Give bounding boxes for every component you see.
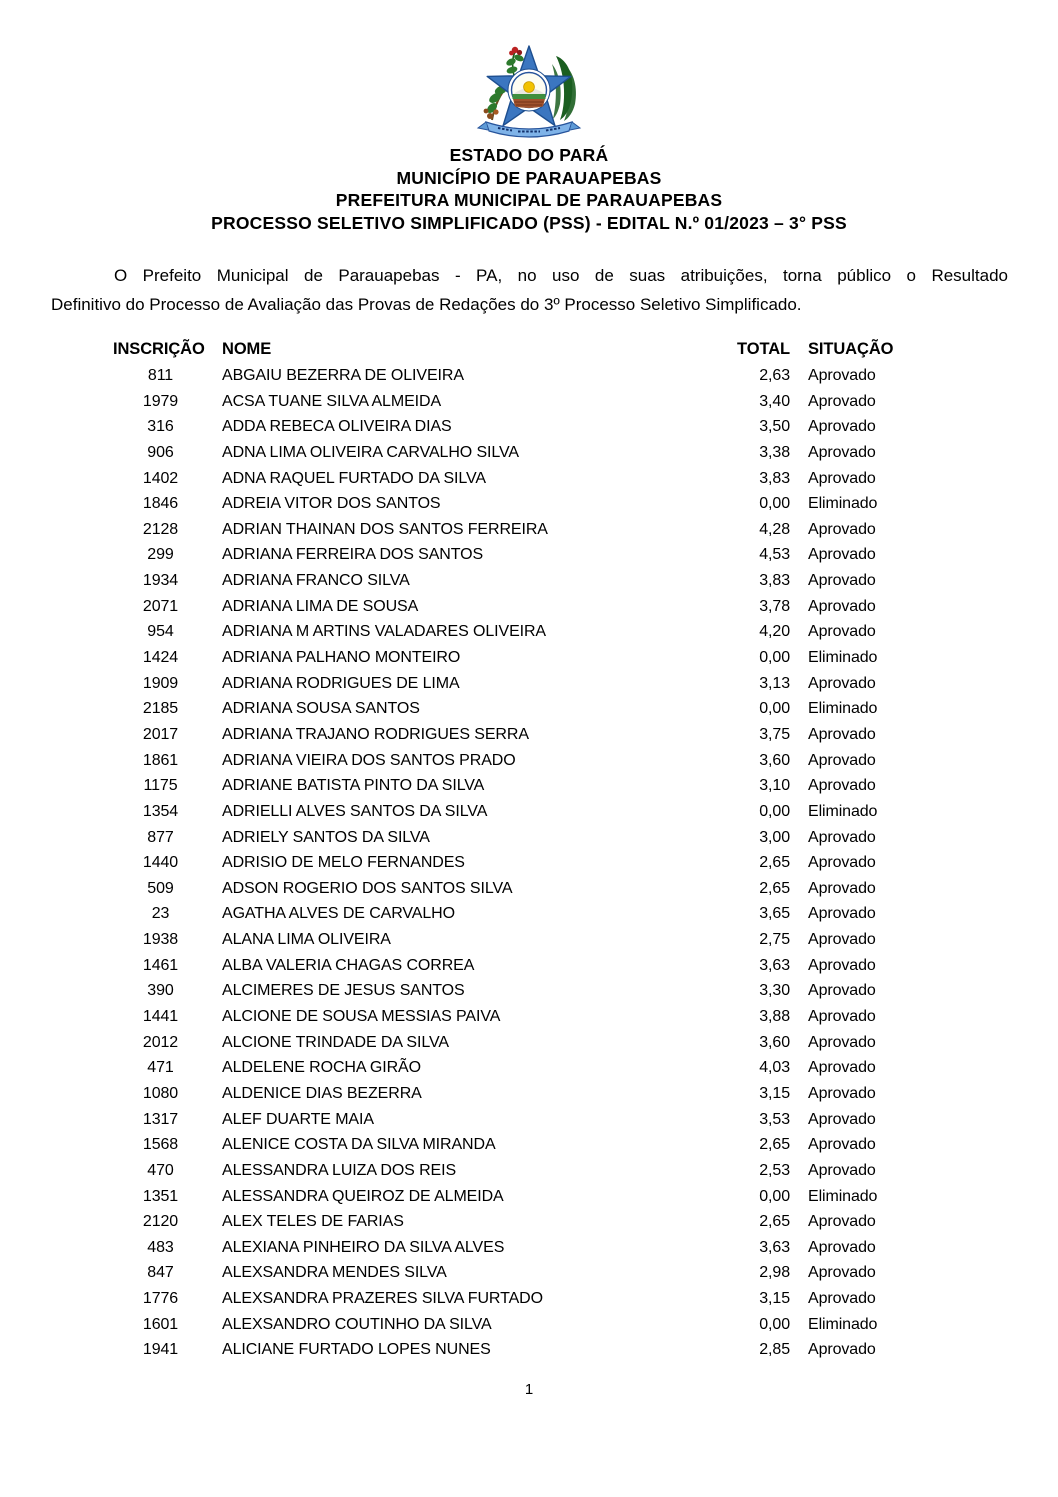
cell-inscricao: 1776 <box>142 1290 179 1308</box>
cell-nome: ADRIANA VIEIRA DOS SANTOS PRADO <box>222 751 516 769</box>
cell-nome: ACSA TUANE SILVA ALMEIDA <box>222 392 442 410</box>
cell-total: 3,00 <box>759 828 790 846</box>
cell-nome: ADRIANA M ARTINS VALADARES OLIVEIRA <box>222 623 547 641</box>
cell-total: 2,65 <box>759 1213 790 1231</box>
table-row <box>113 1132 1058 1158</box>
table-row <box>113 491 1058 517</box>
cell-total: 0,00 <box>759 1187 790 1205</box>
cell-situacao: Aprovado <box>808 546 876 564</box>
cell-situacao: Aprovado <box>808 1059 876 1077</box>
table-row <box>113 440 1058 466</box>
cell-inscricao: 1080 <box>142 1084 179 1102</box>
cell-inscricao: 1351 <box>142 1187 179 1205</box>
table-row <box>113 825 1058 851</box>
cell-nome: ALENICE COSTA DA SILVA MIRANDA <box>222 1136 496 1154</box>
cell-nome: ALCIONE DE SOUSA MESSIAS PAIVA <box>222 1008 501 1026</box>
cell-nome: ADRIAN THAINAN DOS SANTOS FERREIRA <box>222 520 548 538</box>
cell-total: 3,15 <box>759 1084 790 1102</box>
crest-ribbon <box>478 122 580 137</box>
intro-line-1: O Prefeito Municipal de Parauapebas - PA, no uso de suas atribuições, torna público o Resultado <box>114 266 1008 285</box>
cell-situacao: Aprovado <box>808 443 876 461</box>
cell-situacao: Aprovado <box>808 1213 876 1231</box>
results-table <box>113 336 1058 1363</box>
cell-inscricao: 1461 <box>142 956 179 974</box>
cell-inscricao: 906 <box>147 443 174 461</box>
table-row <box>113 594 1058 620</box>
cell-inscricao: 1861 <box>142 751 179 769</box>
cell-inscricao: 2071 <box>142 597 179 615</box>
cell-situacao: Aprovado <box>808 1238 876 1256</box>
table-row <box>113 1286 1058 1312</box>
cell-situacao: Aprovado <box>808 905 876 923</box>
cell-nome: ADRIELLI ALVES SANTOS DA SILVA <box>222 802 488 820</box>
cell-inscricao: 471 <box>147 1059 174 1077</box>
cell-nome: ADRIANA SOUSA SANTOS <box>222 700 420 718</box>
cell-situacao: Aprovado <box>808 1033 876 1051</box>
cell-inscricao: 847 <box>147 1264 174 1282</box>
cell-total: 4,03 <box>759 1059 790 1077</box>
cell-nome: ADSON ROGERIO DOS SANTOS SILVA <box>222 879 513 897</box>
cell-situacao: Aprovado <box>808 725 876 743</box>
table-row <box>113 1260 1058 1286</box>
cell-situacao: Aprovado <box>808 597 876 615</box>
table-row <box>113 671 1058 697</box>
table-row <box>113 1235 1058 1261</box>
cell-situacao: Aprovado <box>808 520 876 538</box>
table-row <box>113 1030 1058 1056</box>
table-row <box>113 414 1058 440</box>
cell-total: 3,83 <box>759 469 790 487</box>
cell-total: 2,85 <box>759 1341 790 1359</box>
cell-inscricao: 483 <box>147 1238 174 1256</box>
para-coat-of-arms-image <box>468 42 590 142</box>
col-header-total: TOTAL <box>737 340 790 358</box>
cell-total: 3,10 <box>759 777 790 795</box>
cell-total: 0,00 <box>759 649 790 667</box>
table-row <box>113 1055 1058 1081</box>
cell-inscricao: 390 <box>147 982 174 1000</box>
cell-inscricao: 23 <box>151 905 170 923</box>
table-row <box>113 1184 1058 1210</box>
cell-nome: ALEF DUARTE MAIA <box>222 1110 374 1128</box>
table-row <box>113 876 1058 902</box>
cell-nome: ADRIANA PALHANO MONTEIRO <box>222 649 461 667</box>
cell-situacao: Aprovado <box>808 1341 876 1359</box>
cell-situacao: Aprovado <box>808 879 876 897</box>
cell-inscricao: 811 <box>147 367 174 384</box>
table-row <box>113 978 1058 1004</box>
cell-nome: ALBA VALERIA CHAGAS CORREA <box>222 956 475 974</box>
cell-total: 0,00 <box>759 495 790 513</box>
cell-total: 3,40 <box>759 392 790 410</box>
cell-inscricao: 1979 <box>142 392 179 410</box>
cell-situacao: Eliminado <box>808 1315 878 1333</box>
cell-nome: ALICIANE FURTADO LOPES NUNES <box>222 1341 491 1359</box>
page-number: 1 <box>524 1381 534 1398</box>
table-row <box>113 517 1058 543</box>
cell-situacao: Aprovado <box>808 418 876 436</box>
document-header <box>0 144 1058 234</box>
cell-inscricao: 1402 <box>142 469 179 487</box>
table-row <box>113 1107 1058 1133</box>
table-row <box>113 799 1058 825</box>
cell-inscricao: 2017 <box>142 725 179 743</box>
cell-inscricao: 470 <box>147 1161 174 1179</box>
cell-situacao: Aprovado <box>808 1110 876 1128</box>
cell-total: 3,13 <box>759 674 790 692</box>
cell-inscricao: 2120 <box>142 1213 179 1231</box>
cell-nome: ADDA REBECA OLIVEIRA DIAS <box>222 418 452 436</box>
cell-inscricao: 1440 <box>142 854 179 872</box>
col-header-situacao: SITUAÇÃO <box>808 340 894 358</box>
cell-situacao: Aprovado <box>808 367 876 384</box>
header-line-prefeitura: PREFEITURA MUNICIPAL DE PARAUAPEBAS <box>335 190 723 210</box>
cell-inscricao: 1175 <box>143 777 178 795</box>
cell-total: 4,20 <box>759 623 790 641</box>
table-row <box>113 1337 1058 1363</box>
cell-nome: ADRIANA FRANCO SILVA <box>222 572 410 590</box>
cell-total: 3,65 <box>759 905 790 923</box>
cell-situacao: Aprovado <box>808 777 876 795</box>
cell-situacao: Aprovado <box>808 1290 876 1308</box>
cell-nome: ADNA RAQUEL FURTADO DA SILVA <box>222 469 486 487</box>
cell-total: 2,65 <box>759 879 790 897</box>
cell-nome: ALEXSANDRA PRAZERES SILVA FURTADO <box>222 1290 543 1308</box>
table-row <box>113 363 1058 389</box>
cell-nome: ABGAIU BEZERRA DE OLIVEIRA <box>222 367 464 384</box>
cell-inscricao: 1941 <box>142 1341 179 1359</box>
cell-nome: ADNA LIMA OLIVEIRA CARVALHO SILVA <box>222 443 519 461</box>
table-row <box>113 722 1058 748</box>
cell-situacao: Aprovado <box>808 623 876 641</box>
cell-situacao: Aprovado <box>808 931 876 949</box>
cell-total: 0,00 <box>759 1315 790 1333</box>
table-row <box>113 619 1058 645</box>
cell-nome: ALEXIANA PINHEIRO DA SILVA ALVES <box>222 1238 505 1256</box>
cell-situacao: Eliminado <box>808 1187 878 1205</box>
cell-nome: ADRIANA FERREIRA DOS SANTOS <box>222 546 484 564</box>
cell-nome: ALESSANDRA QUEIROZ DE ALMEIDA <box>222 1187 504 1205</box>
cell-situacao: Aprovado <box>808 1264 876 1282</box>
cell-inscricao: 2185 <box>142 700 179 718</box>
cell-nome: ALCIMERES DE JESUS SANTOS <box>222 982 465 1000</box>
table-row <box>113 748 1058 774</box>
cell-total: 0,00 <box>759 802 790 820</box>
table-row <box>113 542 1058 568</box>
cell-total: 2,65 <box>759 854 790 872</box>
table-row <box>113 1158 1058 1184</box>
cell-situacao: Aprovado <box>808 469 876 487</box>
table-row <box>113 1004 1058 1030</box>
table-row <box>113 773 1058 799</box>
cell-nome: ADRIELY SANTOS DA SILVA <box>222 828 430 846</box>
cell-inscricao: 1354 <box>142 802 179 820</box>
cell-nome: ALANA LIMA OLIVEIRA <box>222 931 391 949</box>
cell-situacao: Aprovado <box>808 1008 876 1026</box>
cell-inscricao: 1317 <box>142 1110 179 1128</box>
cell-nome: ALESSANDRA LUIZA DOS REIS <box>222 1161 457 1179</box>
cell-inscricao: 877 <box>147 828 174 846</box>
header-line-processo: PROCESSO SELETIVO SIMPLIFICADO (PSS) - EDITAL N.º 01/2023 – 3° PSS <box>211 212 847 233</box>
cell-situacao: Aprovado <box>808 956 876 974</box>
cell-situacao: Aprovado <box>808 572 876 590</box>
cell-situacao: Aprovado <box>808 828 876 846</box>
cell-nome: ALCIONE TRINDADE DA SILVA <box>222 1033 449 1051</box>
cell-total: 3,15 <box>759 1290 790 1308</box>
table-row <box>113 953 1058 979</box>
table-row <box>113 850 1058 876</box>
table-header-row <box>113 336 1058 363</box>
table-body <box>113 363 1058 1363</box>
cell-situacao: Eliminado <box>808 495 878 513</box>
cell-inscricao: 954 <box>147 623 174 641</box>
table-row <box>113 1312 1058 1338</box>
cell-situacao: Aprovado <box>808 982 876 1000</box>
cell-nome: AGATHA ALVES DE CARVALHO <box>222 905 455 923</box>
table-row <box>113 568 1058 594</box>
intro-paragraph <box>51 261 1008 319</box>
cell-nome: ADRIANA LIMA DE SOUSA <box>222 597 419 615</box>
cell-total: 3,53 <box>759 1110 790 1128</box>
cell-total: 3,78 <box>759 597 790 615</box>
cell-situacao: Aprovado <box>808 1084 876 1102</box>
header-line-municipio: MUNICÍPIO DE PARAUAPEBAS <box>396 167 662 188</box>
cell-situacao: Aprovado <box>808 1136 876 1154</box>
cell-nome: ALDELENE ROCHA GIRÃO <box>222 1059 421 1077</box>
cell-situacao: Aprovado <box>808 751 876 769</box>
cell-total: 3,83 <box>759 572 790 590</box>
header-line-estado: ESTADO DO PARÁ <box>449 145 609 165</box>
cell-inscricao: 1934 <box>142 572 179 590</box>
cell-nome: ADRISIO DE MELO FERNANDES <box>222 854 465 872</box>
cell-total: 2,75 <box>759 931 790 949</box>
cell-situacao: Eliminado <box>808 700 878 718</box>
cell-total: 3,63 <box>759 1238 790 1256</box>
cell-total: 3,60 <box>759 1033 790 1051</box>
cell-nome: ADRIANE BATISTA PINTO DA SILVA <box>222 777 485 795</box>
cell-total: 3,60 <box>759 751 790 769</box>
table-row <box>113 927 1058 953</box>
cell-inscricao: 2128 <box>142 520 179 538</box>
crest-medallion <box>508 69 550 111</box>
cell-inscricao: 316 <box>147 418 174 436</box>
cell-total: 3,50 <box>759 418 790 436</box>
cell-nome: ALDENICE DIAS BEZERRA <box>222 1084 422 1102</box>
cell-total: 4,28 <box>759 520 790 538</box>
cell-total: 0,00 <box>759 700 790 718</box>
cell-total: 2,98 <box>759 1264 790 1282</box>
table-row <box>113 389 1058 415</box>
cell-nome: ADREIA VITOR DOS SANTOS <box>222 495 441 513</box>
cell-inscricao: 1909 <box>142 674 179 692</box>
cell-total: 3,30 <box>759 982 790 1000</box>
cell-situacao: Eliminado <box>808 649 878 667</box>
table-row <box>113 696 1058 722</box>
cell-nome: ALEXSANDRA MENDES SILVA <box>222 1264 447 1282</box>
cell-inscricao: 1846 <box>142 495 179 513</box>
col-header-inscricao: INSCRIÇÃO <box>113 340 205 358</box>
cell-total: 3,63 <box>759 956 790 974</box>
cell-situacao: Aprovado <box>808 1161 876 1179</box>
cell-situacao: Eliminado <box>808 802 878 820</box>
cell-inscricao: 299 <box>147 546 174 564</box>
table-row <box>113 1081 1058 1107</box>
table-row <box>113 1209 1058 1235</box>
cell-inscricao: 509 <box>147 879 174 897</box>
cell-inscricao: 2012 <box>142 1033 179 1051</box>
cell-situacao: Aprovado <box>808 392 876 410</box>
cell-nome: ALEX TELES DE FARIAS <box>222 1213 404 1231</box>
intro-line-2: Definitivo do Processo de Avaliação das Provas de Redações do 3º Processo Seletivo Simplificado. <box>51 295 802 314</box>
table-row <box>113 645 1058 671</box>
cell-situacao: Aprovado <box>808 854 876 872</box>
cell-situacao: Aprovado <box>808 674 876 692</box>
cell-nome: ALEXSANDRO COUTINHO DA SILVA <box>222 1315 492 1333</box>
table-row <box>113 466 1058 492</box>
cell-total: 2,63 <box>759 367 790 384</box>
cell-inscricao: 1568 <box>142 1136 179 1154</box>
cell-nome: ADRIANA RODRIGUES DE LIMA <box>222 674 460 692</box>
cell-inscricao: 1424 <box>142 649 179 667</box>
table-row <box>113 901 1058 927</box>
cell-inscricao: 1441 <box>142 1008 179 1026</box>
col-header-nome: NOME <box>222 340 272 358</box>
cell-total: 4,53 <box>759 546 790 564</box>
cell-total: 3,88 <box>759 1008 790 1026</box>
cell-inscricao: 1938 <box>142 931 179 949</box>
cell-total: 3,75 <box>759 725 790 743</box>
cell-nome: ADRIANA TRAJANO RODRIGUES SERRA <box>222 725 529 743</box>
cell-inscricao: 1601 <box>142 1315 179 1333</box>
cell-total: 2,65 <box>759 1136 790 1154</box>
cell-total: 3,38 <box>759 443 790 461</box>
cell-total: 2,53 <box>759 1161 790 1179</box>
